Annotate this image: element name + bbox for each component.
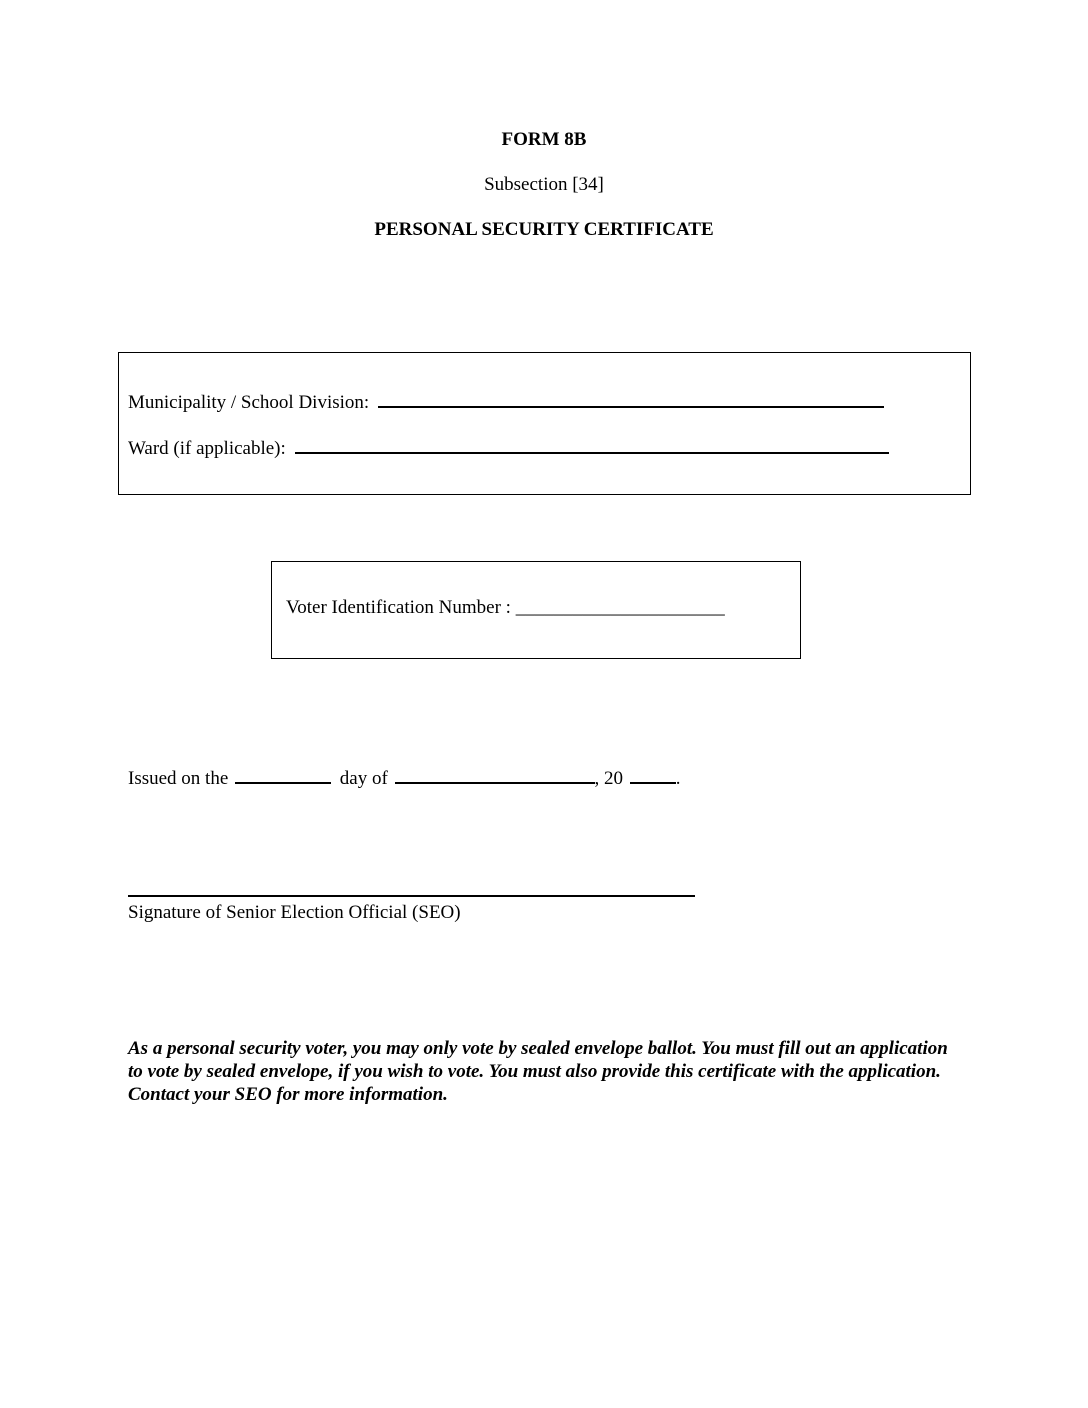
issued-day-of: day of: [339, 768, 388, 789]
issued-suffix: .: [675, 768, 681, 789]
issued-prefix: Issued on the: [128, 768, 229, 789]
voter-id-row: [286, 596, 725, 620]
municipality-label: Municipality / School Division:: [128, 392, 370, 413]
voter-id-label: Voter Identification Number :: [286, 597, 511, 618]
ward-row: [128, 436, 889, 461]
issued-day-field[interactable]: [235, 766, 331, 784]
issued-year-prefix: , 20: [594, 768, 624, 789]
ward-field[interactable]: [295, 436, 889, 454]
issued-year-field[interactable]: [630, 766, 676, 784]
municipality-row: [128, 390, 884, 415]
signature-line[interactable]: [128, 895, 695, 897]
signature-label: Signature of Senior Election Official (SEO): [128, 902, 461, 923]
page-title: PERSONAL SECURITY CERTIFICATE: [374, 219, 714, 240]
municipality-field[interactable]: [378, 390, 884, 408]
location-box: [118, 352, 971, 495]
issued-month-field[interactable]: [395, 766, 595, 784]
form-number: FORM 8B: [501, 129, 587, 150]
notice-text: As a personal security voter, you may only vote by sealed envelope ballot. You must fill out an application to vote by sealed envelope, if you wish to vote. You must also provide this certificate with the application. Contact your SEO for more information.: [128, 1038, 948, 1105]
issued-row: [128, 766, 681, 791]
voter-id-field[interactable]: ______________________: [515, 597, 725, 618]
subsection-label: Subsection [34]: [484, 174, 604, 195]
ward-label: Ward (if applicable):: [128, 438, 286, 459]
